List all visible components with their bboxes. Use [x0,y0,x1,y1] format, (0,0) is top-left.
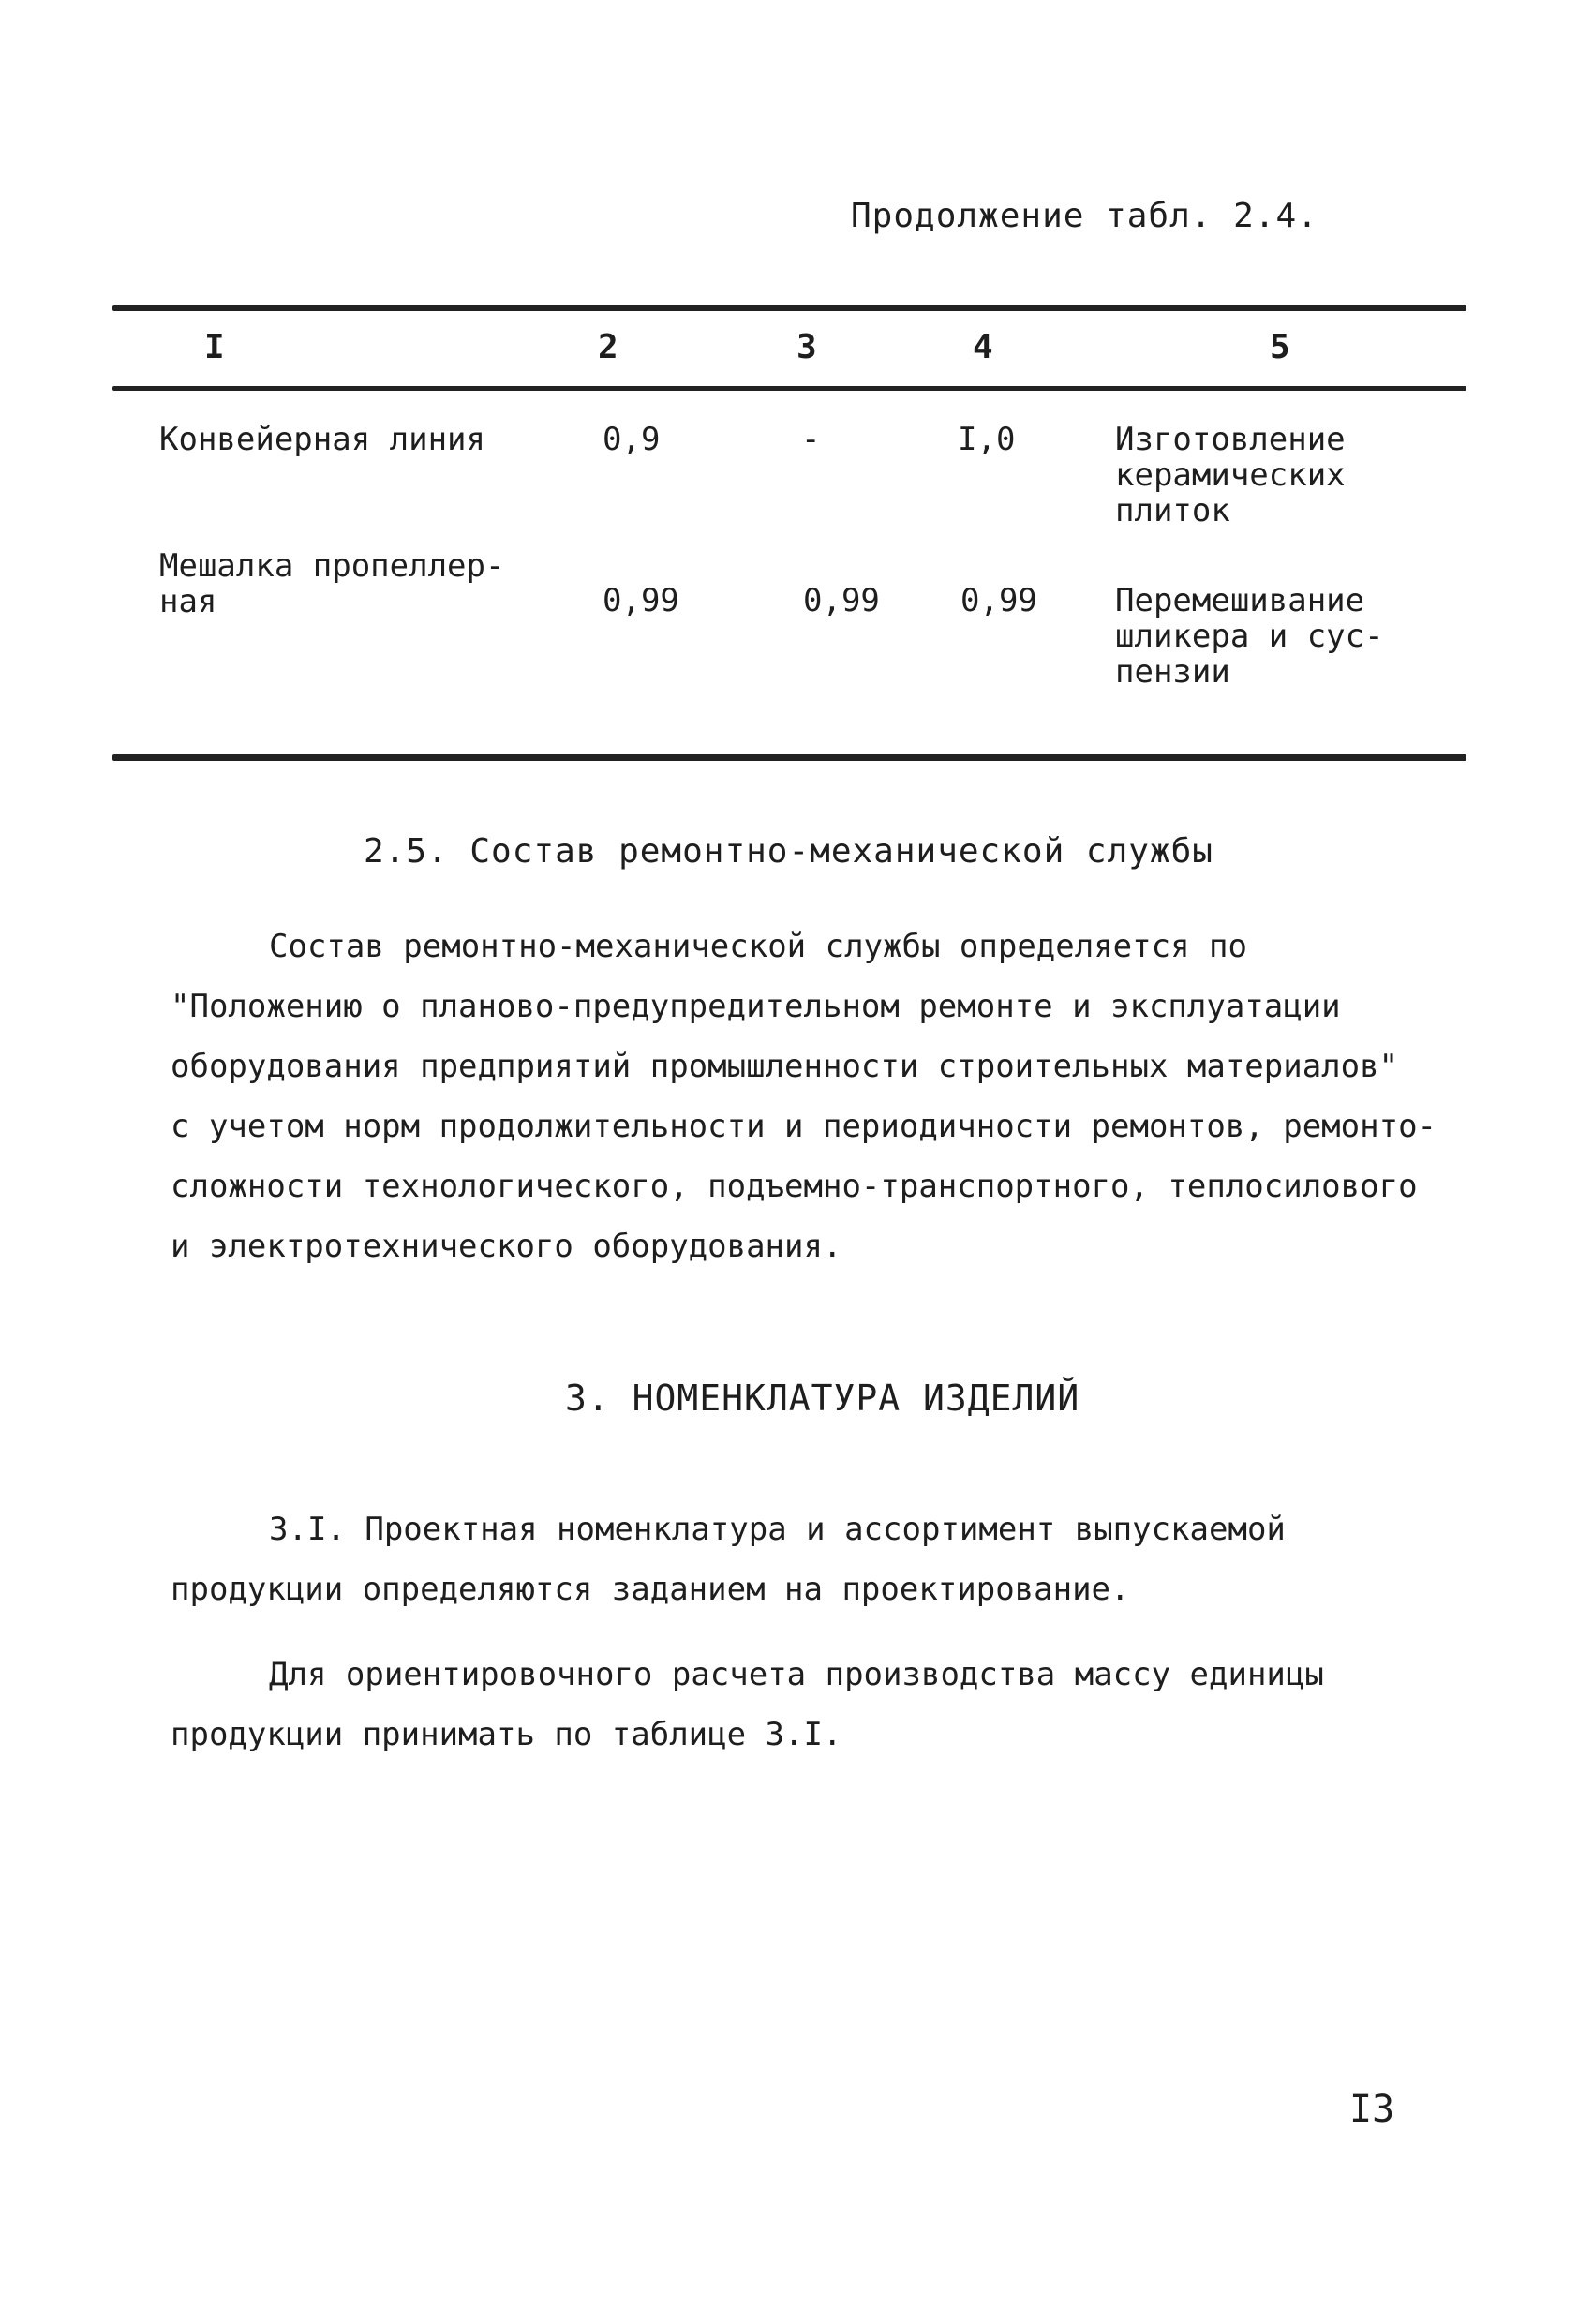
section-2-5-paragraph [171,916,1482,1276]
table-row-1-name: Конвейерная линия [159,421,485,458]
paragraph-line: Для ориентировочного расчета производства массу единицы [269,1656,1324,1693]
paragraph-line: "Положению о планово-предупредительном ремонте и эксплуатации [171,988,1341,1025]
page-number: I3 [1349,2088,1395,2131]
table-row-2-col-4: 0,99 [960,582,1037,619]
table-header-col-1: I [204,328,225,366]
table-header-col-3: 3 [796,328,817,366]
table-row-2-name: Мешалка пропеллер- ная [159,547,505,620]
table-row-2-col-3: 0,99 [803,582,880,619]
paragraph-line: сложности технологического, подъемно-транспортного, теплосилового [171,1168,1418,1205]
table-header-col-4: 4 [973,328,993,366]
table-row-1-col-3: - [801,421,821,458]
table-header-col-2: 2 [598,328,618,366]
table-row-1-col-5: Изготовление керамических плиток [1115,421,1346,529]
paragraph-line: 3.I. Проектная номенклатура и ассортимент выпускаемой [269,1511,1286,1548]
table-row-1-col-4: I,0 [958,421,1016,458]
paragraph-line: продукции принимать по таблице 3.I. [171,1716,842,1753]
paragraph-line: с учетом норм продолжительности и периодичности ремонтов, ремонто- [171,1108,1437,1145]
table-bottom-rule [112,754,1466,761]
table-header-rule [112,386,1466,391]
section-3-paragraph-2 [171,1645,1482,1765]
table-top-rule [112,305,1466,311]
section-2-5-heading: 2.5. Состав ремонтно-механической службы [364,832,1213,871]
table-row-2-col-2: 0,99 [603,582,679,619]
section-3-paragraph-1 [171,1499,1482,1619]
paragraph-line: продукции определяются заданием на проектирование. [171,1571,1130,1608]
table-header-col-5: 5 [1270,328,1290,366]
paragraph-line: Состав ремонтно-механической службы определяется по [269,928,1247,965]
table-continuation-label: Продолжение табл. 2.4. [851,197,1318,235]
paragraph-line: оборудования предприятий промышленности строительных материалов" [171,1048,1399,1085]
paragraph-line: и электротехнического оборудования. [171,1228,842,1265]
table-row-1-col-2: 0,9 [603,421,661,458]
table-row-2-col-5: Перемешивание шликера и сус- пензии [1115,582,1384,691]
section-3-heading: 3. НОМЕНКЛАТУРА ИЗДЕЛИЙ [565,1378,1080,1419]
